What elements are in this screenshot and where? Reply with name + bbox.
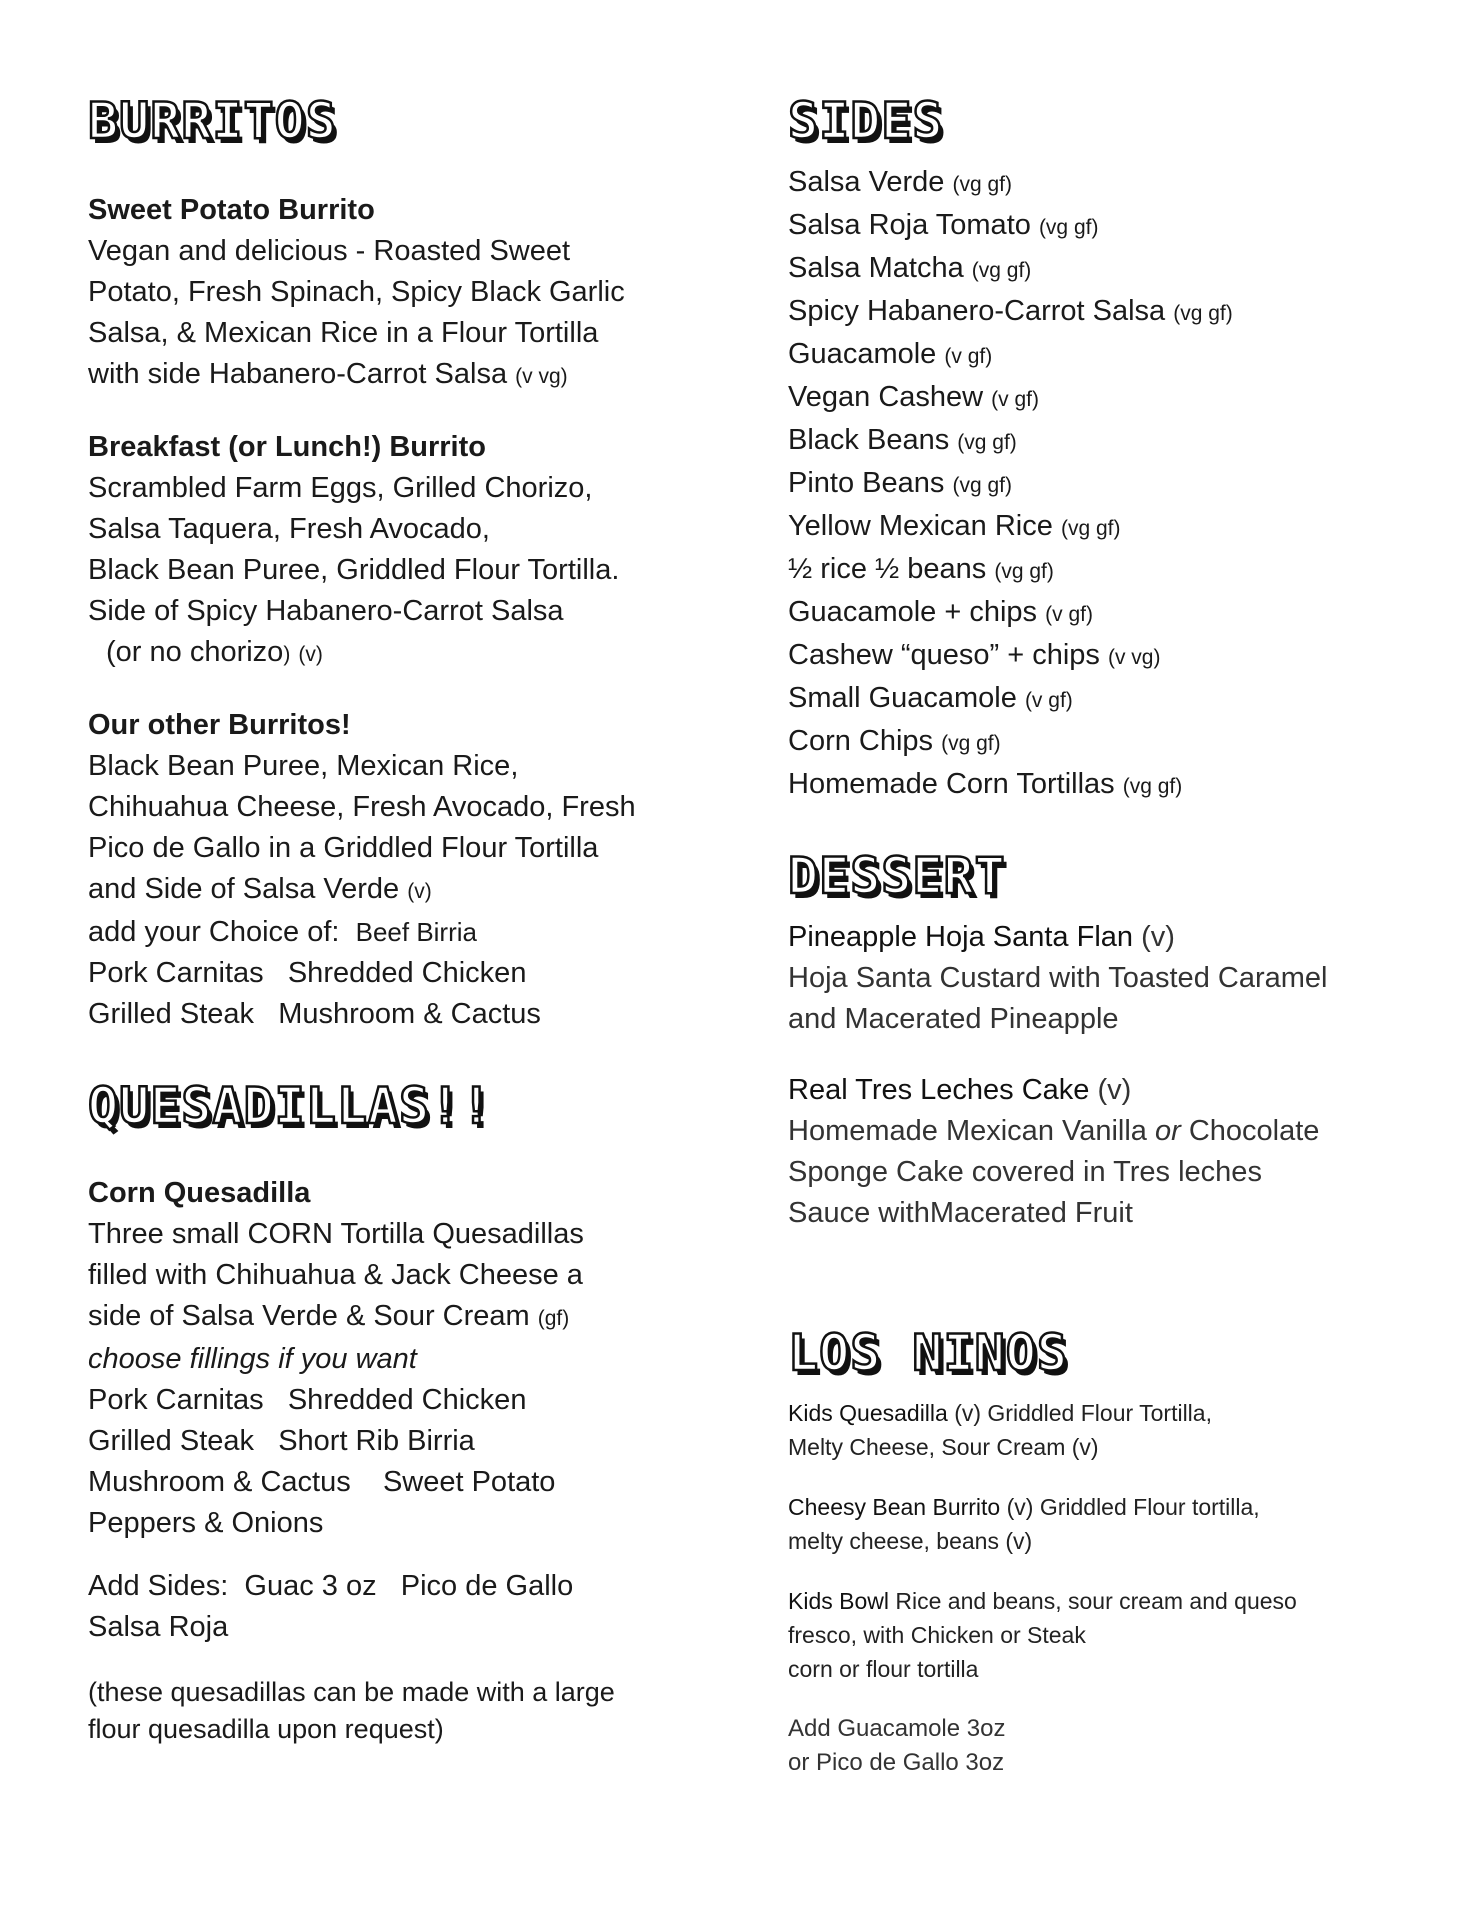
choice-option: Mushroom & Cactus (278, 998, 541, 1030)
choice-line (88, 953, 728, 994)
diet-tag: (v) (1097, 1074, 1132, 1106)
filling-option: Shredded Chicken (287, 1384, 527, 1416)
choice-option: Shredded Chicken (287, 957, 527, 989)
dessert-heading: DESSERT (788, 847, 1006, 905)
side-item (788, 291, 1418, 334)
side-item (788, 592, 1418, 635)
diet-tag: (v gf) (991, 388, 1039, 411)
item-desc-line: Pico de Gallo in a Griddled Flour Tortilla (88, 832, 599, 864)
side-name: Salsa Roja Tomato (788, 209, 1031, 241)
side-name: Homemade Corn Tortillas (788, 768, 1115, 800)
item-desc-text: Homemade Mexican Vanilla (788, 1115, 1147, 1147)
item-desc-text: (or no chorizo (106, 636, 284, 668)
item-desc-line (788, 1111, 1418, 1152)
sides-list (788, 162, 1418, 807)
item-name: Pineapple Hoja Santa Flan (788, 921, 1134, 953)
choice-option: Grilled Steak (88, 998, 255, 1030)
add-on-line: Add Guacamole 3oz (788, 1715, 1006, 1742)
item-desc-line: Sponge Cake covered in Tres leches (788, 1156, 1262, 1188)
diet-tag: (v) (407, 880, 432, 903)
diet-tag: (vg gf) (952, 474, 1012, 497)
kids-item-cheesy-bean-burrito (788, 1490, 1418, 1558)
item-name: Kids Bowl (788, 1588, 889, 1614)
choice-prefix: add your Choice of: (88, 916, 340, 948)
item-name-line (788, 917, 1418, 958)
item-name: Cheesy Bean Burrito (788, 1494, 1001, 1520)
side-name: ½ rice ½ beans (788, 553, 987, 585)
item-desc-line: Salsa, & Mexican Rice in a Flour Tortilla (88, 317, 599, 349)
filling-row (88, 1462, 728, 1503)
item-name: Sweet Potato Burrito (88, 194, 375, 226)
item-desc-text: (v) Griddled Flour tortilla, (1006, 1494, 1260, 1520)
side-item (788, 678, 1418, 721)
item-desc-line: and Macerated Pineapple (788, 1003, 1119, 1035)
item-desc-line (88, 869, 728, 912)
diet-tag: (vg gf) (952, 173, 1012, 196)
item-desc-line: Three small CORN Tortilla Quesadillas (88, 1218, 584, 1250)
filling-row (88, 1380, 728, 1421)
choice-option: Pork Carnitas (88, 957, 264, 989)
side-name: Guacamole + chips (788, 596, 1038, 628)
kids-item-line (788, 1396, 1418, 1430)
diet-tag: (gf) (537, 1307, 570, 1330)
side-name: Small Guacamole (788, 682, 1017, 714)
choice-line (88, 912, 728, 953)
sides-heading: SIDES (788, 92, 944, 150)
kids-item-line: Melty Cheese, Sour Cream (v) (788, 1434, 1099, 1460)
diet-tag: (v) (298, 643, 323, 666)
filling-row (88, 1421, 728, 1462)
kids-item-quesadilla (788, 1396, 1418, 1464)
choice-line (88, 994, 728, 1035)
item-desc-line: Sauce withMacerated Fruit (788, 1197, 1133, 1229)
item-desc-line: Vegan and delicious - Roasted Sweet (88, 235, 571, 267)
item-desc-line: Salsa Taquera, Fresh Avocado, (88, 513, 490, 545)
kids-add-ons (788, 1712, 1418, 1780)
side-item (788, 205, 1418, 248)
side-name: Salsa Matcha (788, 252, 964, 284)
side-item (788, 377, 1418, 420)
side-name: Guacamole (788, 338, 937, 370)
item-desc-line: Potato, Fresh Spinach, Spicy Black Garlic (88, 276, 625, 308)
diet-tag: (vg gf) (1038, 216, 1099, 239)
item-name: Our other Burritos! (88, 709, 351, 741)
item-desc-line: filled with Chihuahua & Jack Cheese a (88, 1259, 583, 1291)
item-desc-line (88, 1296, 728, 1339)
side-name: Corn Chips (788, 725, 942, 757)
item-name: Corn Quesadilla (88, 1177, 311, 1209)
filling-option: Pork Carnitas (88, 1384, 264, 1416)
kids-item-bowl (788, 1584, 1418, 1686)
filling-option: Sweet Potato (382, 1466, 556, 1498)
diet-tag: (v vg) (515, 365, 568, 388)
side-name: Cashew “queso” + chips (788, 639, 1100, 671)
side-item (788, 463, 1418, 506)
kids-item-line (788, 1584, 1418, 1618)
menu-item-other-burritos (88, 705, 728, 1035)
diet-tag: (vg gf) (1060, 517, 1121, 540)
fillings-prompt: choose fillings if you want (88, 1343, 417, 1375)
kids-item-line (788, 1490, 1418, 1524)
item-name: Real Tres Leches Cake (788, 1074, 1090, 1106)
item-desc-line: Scrambled Farm Eggs, Grilled Chorizo, (88, 472, 593, 504)
menu-item-flan (788, 917, 1418, 1040)
diet-tag: (vg gf) (994, 560, 1054, 583)
side-item (788, 162, 1418, 205)
kids-item-line: corn or flour tortilla (788, 1656, 979, 1682)
quesadillas-heading: QUESADILLAS!! (88, 1077, 493, 1135)
item-desc-line (88, 632, 728, 675)
side-item (788, 764, 1418, 807)
add-sides-label: Add Sides: (88, 1570, 229, 1602)
item-desc-line: Black Bean Puree, Mexican Rice, (88, 750, 519, 782)
item-desc-line: Side of Spicy Habanero-Carrot Salsa (88, 595, 564, 627)
side-item (788, 721, 1418, 764)
add-sides (88, 1566, 728, 1648)
filling-option: Peppers & Onions (88, 1507, 324, 1539)
side-item (788, 549, 1418, 592)
diet-tag: (vg gf) (971, 259, 1032, 282)
item-desc-line: Hoja Santa Custard with Toasted Caramel (788, 962, 1328, 994)
item-desc-text: Chocolate (1188, 1115, 1320, 1147)
item-desc-text: with side Habanero-Carrot Salsa (88, 358, 508, 390)
add-on-line: or Pico de Gallo 3oz (788, 1749, 1005, 1776)
side-name: Pinto Beans (788, 467, 945, 499)
filling-option: Short Rib Birria (278, 1425, 475, 1457)
side-item (788, 248, 1418, 291)
side-name: Yellow Mexican Rice (788, 510, 1053, 542)
choice-option: Beef Birria (355, 917, 477, 947)
diet-tag: (v vg) (1107, 646, 1161, 669)
quesadilla-note (88, 1674, 728, 1748)
item-name: Breakfast (or Lunch!) Burrito (88, 431, 486, 463)
diet-tag: (v gf) (1024, 689, 1073, 712)
filling-option: Grilled Steak (88, 1425, 255, 1457)
item-desc-text: side of Salsa Verde & Sour Cream (88, 1300, 530, 1332)
add-side-option: Pico de Gallo (400, 1570, 574, 1602)
side-item (788, 420, 1418, 463)
note-line: (these quesadillas can be made with a large (88, 1677, 615, 1707)
diet-tag: (vg gf) (957, 431, 1017, 454)
diet-tag: (v gf) (944, 345, 993, 368)
add-side-option: Guac 3 oz (244, 1570, 377, 1602)
item-desc-line: Black Bean Puree, Griddled Flour Tortilla. (88, 554, 620, 586)
filling-option: Mushroom & Cactus (88, 1466, 351, 1498)
paren-close: ) (283, 643, 291, 666)
right-column (788, 92, 1418, 1780)
side-name: Black Beans (788, 424, 950, 456)
diet-tag: (vg gf) (1173, 302, 1233, 325)
side-item (788, 635, 1418, 678)
side-name: Salsa Verde (788, 166, 945, 198)
diet-tag: (v) (1141, 921, 1175, 953)
filling-row (88, 1503, 728, 1544)
add-sides-line (88, 1566, 728, 1607)
left-column (88, 92, 728, 1748)
note-line: flour quesadilla upon request) (88, 1714, 444, 1744)
add-side-option: Salsa Roja (88, 1611, 229, 1643)
menu-item-sweet-potato-burrito (88, 190, 728, 397)
side-item (788, 506, 1418, 549)
burritos-heading: BURRITOS (88, 92, 337, 150)
side-name: Spicy Habanero-Carrot Salsa (788, 295, 1166, 327)
diet-tag: (vg gf) (1122, 775, 1183, 798)
menu-item-breakfast-burrito (88, 427, 728, 675)
item-desc-line (88, 354, 728, 397)
item-desc-text: Rice and beans, sour cream and queso (895, 1588, 1297, 1614)
side-item (788, 334, 1418, 377)
item-desc-text: and Side of Salsa Verde (88, 873, 400, 905)
item-desc-or: or (1154, 1115, 1181, 1147)
item-desc-line: Chihuahua Cheese, Fresh Avocado, Fresh (88, 791, 636, 823)
menu-item-corn-quesadilla (88, 1173, 728, 1544)
side-name: Vegan Cashew (788, 381, 984, 413)
item-desc-text: (v) Griddled Flour Tortilla, (954, 1400, 1212, 1426)
los-ninos-heading: LOS NINOS (788, 1324, 1068, 1382)
item-name: Kids Quesadilla (788, 1400, 948, 1426)
kids-item-line: melty cheese, beans (v) (788, 1528, 1033, 1554)
menu-item-tres-leches (788, 1070, 1418, 1234)
kids-item-line: fresco, with Chicken or Steak (788, 1622, 1086, 1648)
diet-tag: (v gf) (1045, 603, 1093, 626)
item-name-line (788, 1070, 1418, 1111)
diet-tag: (vg gf) (941, 732, 1001, 755)
